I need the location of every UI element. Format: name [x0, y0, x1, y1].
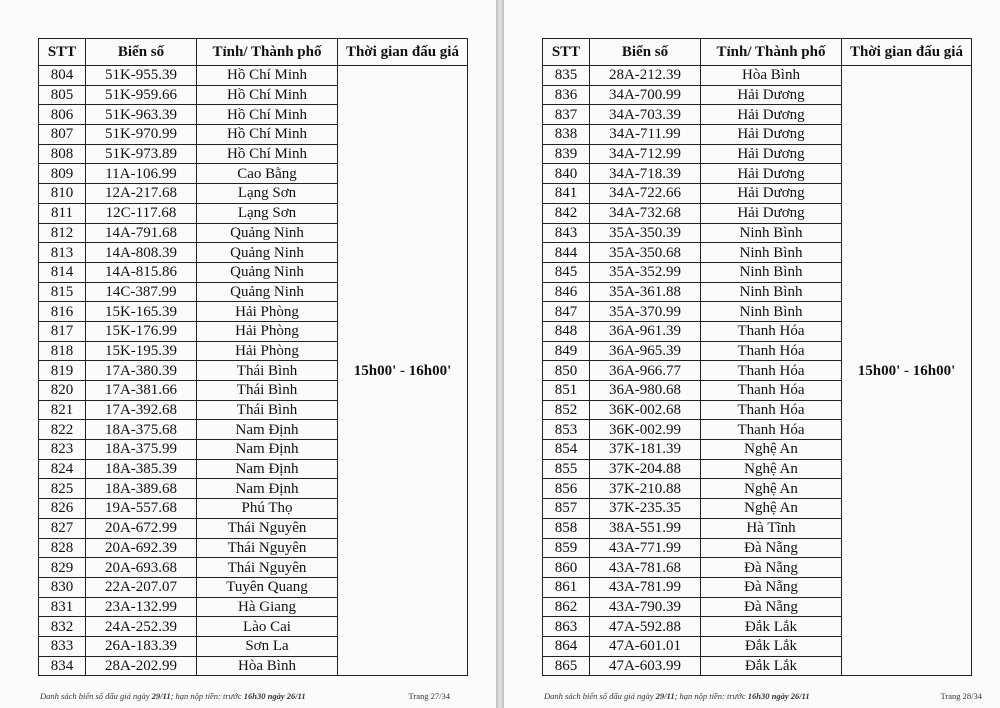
cell-plate: 14A-791.68: [86, 223, 197, 243]
cell-stt: 847: [543, 302, 590, 322]
cell-plate: 14A-815.86: [86, 262, 197, 282]
footer-auction-date: 29/11: [655, 691, 675, 701]
cell-plate: 19A-557.68: [86, 499, 197, 519]
cell-plate: 43A-781.68: [590, 558, 701, 578]
cell-plate: 36K-002.68: [590, 400, 701, 420]
cell-stt: 864: [543, 636, 590, 656]
cell-plate: 43A-771.99: [590, 538, 701, 558]
cell-stt: 832: [39, 617, 86, 637]
cell-province: Hà Tĩnh: [701, 518, 842, 538]
cell-province: Thái Bình: [197, 381, 338, 401]
cell-plate: 51K-959.66: [86, 85, 197, 105]
cell-plate: 51K-963.39: [86, 105, 197, 125]
page-gutter: [496, 0, 504, 708]
cell-stt: 829: [39, 558, 86, 578]
cell-plate: 35A-361.88: [590, 282, 701, 302]
document-page-left: [0, 0, 496, 708]
cell-province: Ninh Bình: [701, 282, 842, 302]
cell-stt: 810: [39, 184, 86, 204]
cell-province: Lạng Sơn: [197, 184, 338, 204]
header-plate: Biển số: [590, 39, 701, 66]
document-page-right: [504, 0, 1000, 708]
cell-plate: 18A-389.68: [86, 479, 197, 499]
cell-stt: 843: [543, 223, 590, 243]
cell-province: Nam Định: [197, 420, 338, 440]
cell-plate: 15K-195.39: [86, 341, 197, 361]
footer-note: [544, 691, 810, 701]
cell-province: Quảng Ninh: [197, 262, 338, 282]
cell-stt: 837: [543, 105, 590, 125]
cell-plate: 37K-204.88: [590, 459, 701, 479]
cell-plate: 36K-002.99: [590, 420, 701, 440]
cell-province: Nghệ An: [701, 479, 842, 499]
cell-stt: 831: [39, 597, 86, 617]
footer-note: [40, 691, 306, 701]
table-row: [543, 66, 972, 86]
cell-plate: 37K-235.35: [590, 499, 701, 519]
cell-plate: 34A-700.99: [590, 85, 701, 105]
cell-plate: 28A-212.39: [590, 66, 701, 86]
cell-province: Hải Dương: [701, 144, 842, 164]
cell-stt: 841: [543, 184, 590, 204]
cell-province: Hồ Chí Minh: [197, 144, 338, 164]
cell-stt: 859: [543, 538, 590, 558]
cell-plate: 34A-711.99: [590, 125, 701, 145]
cell-plate: 24A-252.39: [86, 617, 197, 637]
header-province: Tỉnh/ Thành phố: [701, 39, 842, 66]
cell-province: Thái Bình: [197, 400, 338, 420]
cell-province: Hồ Chí Minh: [197, 66, 338, 86]
cell-stt: 828: [39, 538, 86, 558]
cell-plate: 20A-693.68: [86, 558, 197, 578]
cell-stt: 863: [543, 617, 590, 637]
cell-stt: 805: [39, 85, 86, 105]
cell-stt: 851: [543, 381, 590, 401]
cell-stt: 850: [543, 361, 590, 381]
cell-province: Nghệ An: [701, 440, 842, 460]
footer-prefix: Danh sách biển số đấu giá ngày: [40, 691, 150, 701]
cell-stt: 858: [543, 518, 590, 538]
cell-plate: 28A-202.99: [86, 656, 197, 676]
cell-plate: 34A-732.68: [590, 203, 701, 223]
cell-province: Quảng Ninh: [197, 282, 338, 302]
cell-province: Đắk Lắk: [701, 636, 842, 656]
cell-plate: 38A-551.99: [590, 518, 701, 538]
cell-plate: 12C-117.68: [86, 203, 197, 223]
cell-province: Quảng Ninh: [197, 223, 338, 243]
cell-province: Hải Phòng: [197, 321, 338, 341]
footer-middle: ; hạn nộp tiền: trước: [170, 691, 242, 701]
cell-plate: 36A-966.77: [590, 361, 701, 381]
table-header-row: [39, 39, 468, 66]
cell-province: Thanh Hóa: [701, 361, 842, 381]
page-number: Trang 28/34: [940, 691, 982, 701]
cell-stt: 862: [543, 597, 590, 617]
cell-plate: 17A-380.39: [86, 361, 197, 381]
cell-province: Đà Nẵng: [701, 538, 842, 558]
plate-table: [38, 38, 468, 676]
cell-stt: 811: [39, 203, 86, 223]
cell-province: Ninh Bình: [701, 243, 842, 263]
cell-stt: 853: [543, 420, 590, 440]
cell-province: Nam Định: [197, 479, 338, 499]
header-plate: Biển số: [86, 39, 197, 66]
cell-plate: 12A-217.68: [86, 184, 197, 204]
cell-province: Lạng Sơn: [197, 203, 338, 223]
cell-province: Ninh Bình: [701, 302, 842, 322]
cell-plate: 14C-387.99: [86, 282, 197, 302]
cell-stt: 840: [543, 164, 590, 184]
cell-plate: 35A-350.39: [590, 223, 701, 243]
cell-province: Hồ Chí Minh: [197, 85, 338, 105]
cell-stt: 854: [543, 440, 590, 460]
cell-province: Đắk Lắk: [701, 617, 842, 637]
cell-stt: 827: [39, 518, 86, 538]
cell-plate: 36A-965.39: [590, 341, 701, 361]
cell-province: Hải Phòng: [197, 302, 338, 322]
footer-middle: ; hạn nộp tiền: trước: [674, 691, 746, 701]
cell-stt: 834: [39, 656, 86, 676]
cell-stt: 816: [39, 302, 86, 322]
cell-province: Hải Dương: [701, 85, 842, 105]
cell-province: Hải Dương: [701, 125, 842, 145]
cell-stt: 833: [39, 636, 86, 656]
cell-province: Ninh Bình: [701, 262, 842, 282]
cell-stt: 821: [39, 400, 86, 420]
cell-plate: 23A-132.99: [86, 597, 197, 617]
cell-plate: 34A-703.39: [590, 105, 701, 125]
cell-plate: 15K-165.39: [86, 302, 197, 322]
cell-province: Hải Dương: [701, 164, 842, 184]
cell-stt: 844: [543, 243, 590, 263]
cell-province: Nghệ An: [701, 499, 842, 519]
cell-stt: 818: [39, 341, 86, 361]
cell-stt: 836: [543, 85, 590, 105]
cell-plate: 17A-381.66: [86, 381, 197, 401]
cell-province: Ninh Bình: [701, 223, 842, 243]
cell-plate: 34A-722.66: [590, 184, 701, 204]
cell-plate: 20A-672.99: [86, 518, 197, 538]
cell-stt: 809: [39, 164, 86, 184]
cell-province: Hải Phòng: [197, 341, 338, 361]
cell-province: Hải Dương: [701, 203, 842, 223]
cell-province: Cao Bằng: [197, 164, 338, 184]
cell-province: Tuyên Quang: [197, 577, 338, 597]
cell-plate: 47A-601.01: [590, 636, 701, 656]
cell-stt: 815: [39, 282, 86, 302]
cell-province: Thanh Hóa: [701, 321, 842, 341]
cell-province: Nam Định: [197, 440, 338, 460]
cell-stt: 817: [39, 321, 86, 341]
cell-plate: 47A-592.88: [590, 617, 701, 637]
footer-prefix: Danh sách biển số đấu giá ngày: [544, 691, 654, 701]
cell-province: Thanh Hóa: [701, 341, 842, 361]
cell-province: Hòa Bình: [701, 66, 842, 86]
cell-stt: 835: [543, 66, 590, 86]
cell-stt: 865: [543, 656, 590, 676]
cell-stt: 806: [39, 105, 86, 125]
cell-province: Hồ Chí Minh: [197, 125, 338, 145]
cell-plate: 51K-955.39: [86, 66, 197, 86]
auction-time-cell: 15h00' - 16h00': [338, 66, 468, 676]
cell-plate: 26A-183.39: [86, 636, 197, 656]
header-stt: STT: [39, 39, 86, 66]
cell-stt: 860: [543, 558, 590, 578]
header-time: Thời gian đấu giá: [842, 39, 972, 66]
cell-plate: 43A-781.99: [590, 577, 701, 597]
cell-province: Quảng Ninh: [197, 243, 338, 263]
cell-stt: 861: [543, 577, 590, 597]
cell-stt: 822: [39, 420, 86, 440]
cell-stt: 819: [39, 361, 86, 381]
table-row: [39, 66, 468, 86]
cell-province: Thái Bình: [197, 361, 338, 381]
cell-province: Nghệ An: [701, 459, 842, 479]
cell-stt: 826: [39, 499, 86, 519]
cell-province: Lào Cai: [197, 617, 338, 637]
cell-plate: 11A-106.99: [86, 164, 197, 184]
cell-province: Đà Nẵng: [701, 558, 842, 578]
cell-province: Hải Dương: [701, 184, 842, 204]
footer-auction-date: 29/11: [151, 691, 171, 701]
cell-stt: 813: [39, 243, 86, 263]
cell-stt: 839: [543, 144, 590, 164]
cell-province: Thanh Hóa: [701, 381, 842, 401]
cell-province: Đắk Lắk: [701, 656, 842, 676]
cell-stt: 830: [39, 577, 86, 597]
cell-stt: 814: [39, 262, 86, 282]
cell-stt: 823: [39, 440, 86, 460]
cell-plate: 51K-970.99: [86, 125, 197, 145]
cell-stt: 838: [543, 125, 590, 145]
cell-plate: 37K-181.39: [590, 440, 701, 460]
cell-stt: 857: [543, 499, 590, 519]
cell-province: Hải Dương: [701, 105, 842, 125]
cell-plate: 34A-712.99: [590, 144, 701, 164]
cell-plate: 17A-392.68: [86, 400, 197, 420]
cell-province: Hà Giang: [197, 597, 338, 617]
cell-stt: 804: [39, 66, 86, 86]
cell-plate: 36A-961.39: [590, 321, 701, 341]
cell-stt: 848: [543, 321, 590, 341]
cell-stt: 842: [543, 203, 590, 223]
cell-stt: 807: [39, 125, 86, 145]
cell-plate: 36A-980.68: [590, 381, 701, 401]
cell-province: Hòa Bình: [197, 656, 338, 676]
cell-plate: 20A-692.39: [86, 538, 197, 558]
cell-plate: 47A-603.99: [590, 656, 701, 676]
cell-stt: 852: [543, 400, 590, 420]
cell-plate: 51K-973.89: [86, 144, 197, 164]
plate-table: [542, 38, 972, 676]
header-province: Tỉnh/ Thành phố: [197, 39, 338, 66]
header-time: Thời gian đấu giá: [338, 39, 468, 66]
cell-stt: 808: [39, 144, 86, 164]
cell-plate: 18A-375.99: [86, 440, 197, 460]
cell-stt: 825: [39, 479, 86, 499]
cell-province: Nam Định: [197, 459, 338, 479]
cell-province: Thái Nguyên: [197, 538, 338, 558]
cell-province: Phú Thọ: [197, 499, 338, 519]
cell-stt: 855: [543, 459, 590, 479]
cell-plate: 35A-350.68: [590, 243, 701, 263]
header-stt: STT: [543, 39, 590, 66]
cell-plate: 18A-385.39: [86, 459, 197, 479]
cell-plate: 35A-352.99: [590, 262, 701, 282]
cell-stt: 849: [543, 341, 590, 361]
cell-stt: 824: [39, 459, 86, 479]
table-header-row: [543, 39, 972, 66]
cell-plate: 35A-370.99: [590, 302, 701, 322]
cell-stt: 845: [543, 262, 590, 282]
cell-province: Thanh Hóa: [701, 420, 842, 440]
cell-stt: 856: [543, 479, 590, 499]
cell-province: Thái Nguyên: [197, 558, 338, 578]
footer-deadline: 16h30 ngày 26/11: [747, 691, 810, 701]
cell-plate: 15K-176.99: [86, 321, 197, 341]
cell-plate: 37K-210.88: [590, 479, 701, 499]
cell-plate: 14A-808.39: [86, 243, 197, 263]
cell-province: Đà Nẵng: [701, 597, 842, 617]
cell-province: Thanh Hóa: [701, 400, 842, 420]
cell-plate: 22A-207.07: [86, 577, 197, 597]
cell-province: Sơn La: [197, 636, 338, 656]
page-number: Trang 27/34: [408, 691, 450, 701]
cell-plate: 34A-718.39: [590, 164, 701, 184]
cell-province: Đà Nẵng: [701, 577, 842, 597]
cell-stt: 846: [543, 282, 590, 302]
cell-stt: 812: [39, 223, 86, 243]
cell-plate: 18A-375.68: [86, 420, 197, 440]
auction-time-cell: 15h00' - 16h00': [842, 66, 972, 676]
cell-plate: 43A-790.39: [590, 597, 701, 617]
cell-province: Thái Nguyên: [197, 518, 338, 538]
cell-province: Hồ Chí Minh: [197, 105, 338, 125]
footer-deadline: 16h30 ngày 26/11: [243, 691, 306, 701]
cell-stt: 820: [39, 381, 86, 401]
